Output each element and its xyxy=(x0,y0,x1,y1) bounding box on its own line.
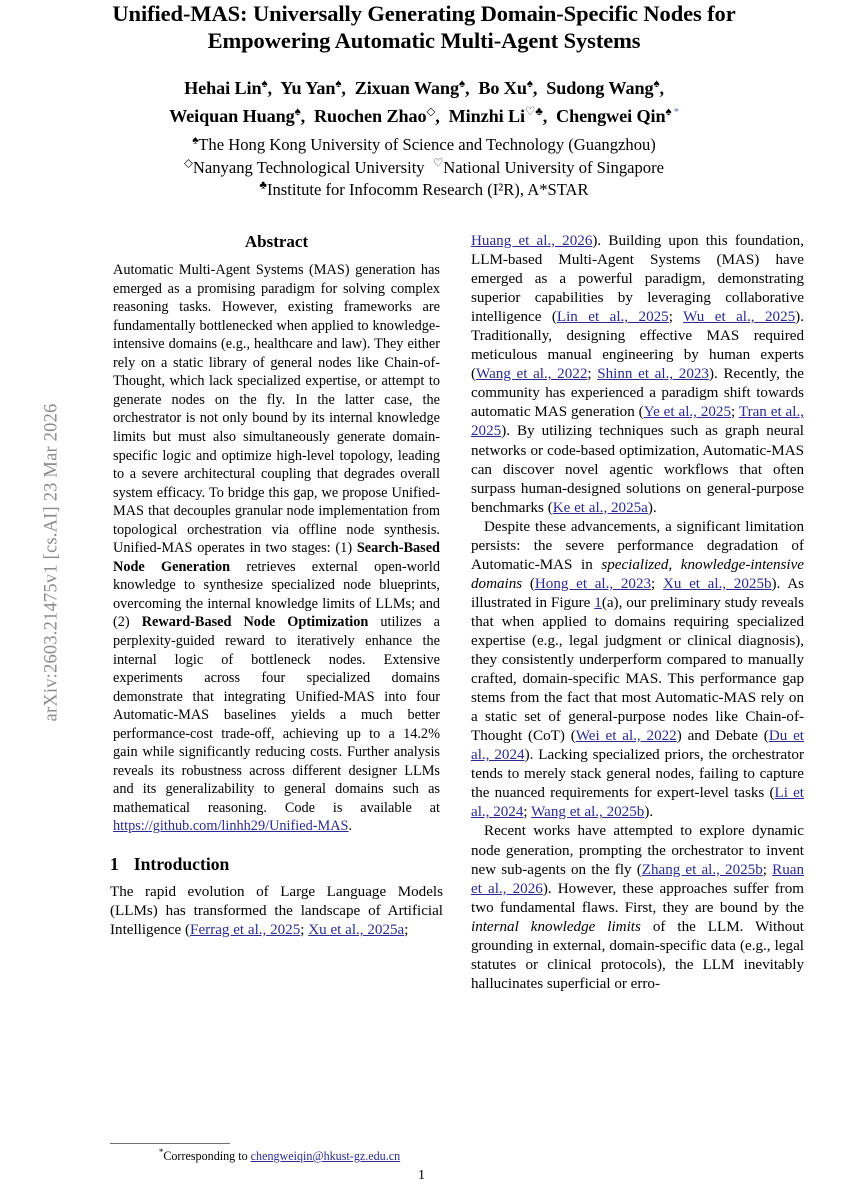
affiliation-name: National University of Singapore xyxy=(443,157,664,177)
abstract-text-4: . xyxy=(348,818,353,835)
intro-paragraph-2 xyxy=(471,518,804,823)
intro-p2-text-c: ; xyxy=(651,575,663,592)
citation-xu-2025b[interactable]: Xu et al., 2025b xyxy=(662,575,772,592)
page-title xyxy=(86,0,762,54)
footnote-text: Corresponding to xyxy=(163,1149,251,1163)
author xyxy=(314,106,435,126)
author xyxy=(169,106,301,126)
author-name: Chengwei Qin xyxy=(556,106,666,126)
author-affil-symbol: ♠ xyxy=(458,77,465,90)
affiliation-name: Institute for Infocomm Research (I²R), A*STAR xyxy=(266,180,589,199)
citation-wang-2022[interactable]: Wang et al., 2022 xyxy=(476,366,588,383)
intro-right-text-g: ). By utilizing techniques such as graph neural networks or code-based optimization, Automatic-MAS can discover novel agentic workflows that often surpass human-designed solutions on general-purpose benchmarks ( xyxy=(471,423,804,516)
intro-p2-text-a: Despite these advancements, a significant limitation persists: the severe performance degradation of Automatic-MAS in xyxy=(471,518,804,573)
intro-right-text-c: ). Traditionally, designing effective MAS required meticulous manual engineering by human experts ( xyxy=(471,309,804,383)
affiliation-symbol: ◇ xyxy=(184,156,193,169)
section-number: 1 xyxy=(110,854,119,874)
citation-ferrag-2025[interactable]: Ferrag et al., 2025 xyxy=(190,922,301,939)
intro-left-text-c: ; xyxy=(404,922,409,939)
section-heading-introduction xyxy=(110,855,443,874)
citation-li-2024[interactable]: Li et al., 2024 xyxy=(471,785,804,821)
title-line-2: Empowering Automatic Multi-Agent Systems xyxy=(207,28,641,53)
affiliation-symbol: ♠ xyxy=(192,134,199,147)
author-name: Bo Xu xyxy=(478,78,527,98)
intro-right-text-b: ; xyxy=(668,309,684,326)
author-affil-symbol: ♠ xyxy=(665,105,672,118)
author-name: Yu Yan xyxy=(280,78,336,98)
author-line-2: Weiquan Huang♠, Ruochen Zhao◇, Minzhi Li♡♣, Chengwei Qin♠ * xyxy=(169,105,679,126)
intro-right-text-f: ; xyxy=(731,404,739,421)
affiliation-symbol: ♣ xyxy=(259,179,267,192)
code-repository-link[interactable]: https://github.com/linhh29/Unified-MAS xyxy=(113,818,349,835)
intro-right-text-h: ). xyxy=(647,499,657,516)
citation-du-2024[interactable]: Du et al., 2024 xyxy=(471,728,805,764)
intro-left-text-b: ; xyxy=(300,922,309,939)
abstract-text-1: Automatic Multi-Agent Systems (MAS) generation has emerged as a promising paradigm for solving complex reasoning tasks. However, existing frameworks are fundamentally bottlenecked when applied to knowledge-intensive domains (e.g., healthcare and law). They either rely on a static library of general nodes like Chain-of-Thought, which lack specialized expertise, or attempt to generate nodes on the fly. In the latter case, the orchestrator is not only bound by its internal knowledge limits but must also simultaneously generate domain-specific logic and optimize high-level topology, leading to a severe architectural coupling that degrades overall system efficacy. To bridge this gap, we propose Unified-MAS that decouples granular node implementation from topological orchestration via offline node synthesis. Unified-MAS operates in two stages: (1) xyxy=(113,262,440,557)
intro-p2-text-e: (a), our preliminary study reveals that when applied to domains requiring specialized expertise (e.g., legal judgment or clinical diagnosis), they consistently underperform compared to manually crafted, domain-specific MAS. This performance gap stems from the fact that most Automatic-MAS rely on a static set of general-purpose nodes like Chain-of-Thought (CoT) ( xyxy=(471,594,804,745)
author xyxy=(355,78,465,98)
intro-p3-text-c: ). However, these approaches suffer from two fundamental flaws. First, they are bound by the xyxy=(471,880,804,916)
corresponding-email-link[interactable]: chengweiqin@hkust-gz.edu.cn xyxy=(250,1149,401,1163)
citation-lin-2025[interactable]: Lin et al., 2025 xyxy=(556,309,669,326)
intro-p2-text-g: ). Lacking specialized priors, the orchestrator tends to merely stack general nodes, failing to capture the nuanced requirements for expert-level tasks ( xyxy=(471,747,805,802)
citation-huang-2026[interactable]: Huang et al., 2026 xyxy=(471,233,593,249)
intro-p3-text-b: ; xyxy=(762,861,773,878)
abstract-heading: Abstract xyxy=(244,232,309,251)
citation-ye-2025[interactable]: Ye et al., 2025 xyxy=(643,404,732,421)
author-list xyxy=(86,74,762,130)
abstract-text-2: retrieves external open-world knowledge to synthesize specialized node blueprints, overcoming the internal knowledge limits of LLMs; and (2) xyxy=(113,558,440,631)
author-name: Weiquan Huang xyxy=(169,106,295,126)
author xyxy=(556,106,679,126)
author-name: Ruochen Zhao xyxy=(314,106,427,126)
affiliation-line-3 xyxy=(86,179,762,202)
footnote-marker: * xyxy=(158,1146,164,1157)
citation-tran-2025[interactable]: Tran et al., 2025 xyxy=(471,404,804,440)
page-number: 1 xyxy=(418,1168,425,1183)
author xyxy=(280,78,341,98)
intro-paragraph-1 xyxy=(471,232,804,518)
author xyxy=(478,78,533,98)
citation-ke-2025a[interactable]: Ke et al., 2025a xyxy=(552,499,648,516)
citation-wei-2022[interactable]: Wei et al., 2022 xyxy=(575,728,677,745)
footnote-zone xyxy=(110,1143,443,1164)
author xyxy=(184,78,267,98)
citation-wu-2025[interactable]: Wu et al., 2025 xyxy=(683,309,796,326)
author-name: Sudong Wang xyxy=(546,78,654,98)
affiliation-name: The Hong Kong University of Science and Technology (Guangzhou) xyxy=(198,135,656,154)
citation-hong-2023[interactable]: Hong et al., 2023 xyxy=(534,575,652,592)
citation-zhang-2025b[interactable]: Zhang et al., 2025b xyxy=(641,861,763,878)
abstract-bold-stage-1: Search-Based Node Generation xyxy=(113,540,440,575)
citation-shinn-2023[interactable]: Shinn et al., 2023 xyxy=(597,366,709,383)
section-title: Introduction xyxy=(133,854,230,874)
author-line-1: Hehai Lin♠, Yu Yan♠, Zixuan Wang♠, Bo Xu♠, Sudong Wang♠, xyxy=(184,77,664,98)
author-affil-symbol: ♡♣ xyxy=(525,105,543,118)
abstract-bold-stage-2: Reward-Based Node Optimization xyxy=(141,614,369,631)
affiliation-name: Nanyang Technological University xyxy=(192,157,425,177)
author-name: Hehai Lin xyxy=(184,78,262,98)
footnote xyxy=(110,1146,443,1164)
abstract-text-3: utilizes a perplexity-guided reward to iteratively enhance the internal logic of bottleneck nodes. Extensive experiments across four specialized domains demonstrate that integrating Unified-MAS into four Automatic-MAS baselines yields a much better performance-cost trade-off, achieving up to a 14.2% gain while significantly reducing costs. Further analysis reveals its robustness across different designer LLMs and its generalizability to general domains such as mathematical reasoning. Code is available at xyxy=(113,614,440,816)
author-affil-symbol: ♠ xyxy=(526,77,533,90)
emphasis-internal-knowledge-limits: internal knowledge limits xyxy=(471,918,641,935)
citation-ruan-2026[interactable]: Ruan et al., 2026 xyxy=(471,861,804,897)
intro-right-text-d: ; xyxy=(587,366,598,383)
author xyxy=(546,78,659,98)
author-affil-symbol: ♠ xyxy=(294,105,301,118)
title-line-1: Unified-MAS: Universally Generating Domain-Specific Nodes for xyxy=(112,1,736,26)
intro-right-text-a: ). Building upon this foundation, LLM-based Multi-Agent Systems (MAS) have emerged as a powerful paradigm, demonstrating superior capabilities by leveraging collaborative intelligence ( xyxy=(471,233,804,326)
intro-p2-text-h: ; xyxy=(523,804,532,821)
intro-p3-text-a: Recent works have attempted to explore dynamic node generation, prompting the orchestrator to invent new sub-agents on the fly ( xyxy=(471,823,804,878)
intro-paragraph-3 xyxy=(471,822,804,993)
intro-right-text-e: ). Recently, the community has experienced a paradigm shift towards automatic MAS generation ( xyxy=(471,366,804,421)
intro-p2-text-f: ) and Debate ( xyxy=(676,728,769,745)
affiliation-list xyxy=(86,134,762,202)
citation-wang-2025b[interactable]: Wang et al., 2025b xyxy=(531,804,645,821)
affiliation-line-1 xyxy=(86,134,762,157)
abstract-body xyxy=(110,261,443,836)
intro-left-text-a: The rapid evolution of Large Language Models (LLMs) has transformed the landscape of Artificial Intelligence ( xyxy=(110,884,443,939)
citation-xu-2025a[interactable]: Xu et al., 2025a xyxy=(308,922,405,939)
abstract-paragraph xyxy=(113,261,440,836)
emphasis-specialized-domains: specialized, knowledge-intensive domains xyxy=(471,556,804,592)
intro-p2-text-b: ( xyxy=(522,575,535,592)
figure-reference-1[interactable]: 1 xyxy=(594,594,602,611)
author-affil-symbol: ♠ xyxy=(335,77,342,90)
title-block xyxy=(86,0,762,202)
left-column xyxy=(110,232,443,940)
author-name: Minzhi Li xyxy=(448,106,526,126)
affiliation-line-2 xyxy=(86,157,762,180)
intro-p2-text-d: ). As illustrated in Figure xyxy=(471,575,804,611)
author-affil-symbol: ♠ xyxy=(261,77,268,90)
right-column xyxy=(471,232,804,994)
intro-p3-text-d: of the LLM. Without grounding in external, domain-specific data (e.g., legal statutes or clinical protocols), the LLM inevitably hallucinates superficial or erro- xyxy=(471,918,804,992)
intro-paragraph-left xyxy=(110,883,443,940)
arxiv-stamp: arXiv:2603.21475v1 [cs.AI] 23 Mar 2026 xyxy=(41,403,62,722)
author-name: Zixuan Wang xyxy=(354,78,459,98)
corresponding-author-marker: * xyxy=(673,105,679,118)
footnote-rule xyxy=(110,1143,230,1144)
author xyxy=(449,106,543,126)
author-affil-symbol: ♠ xyxy=(653,77,660,90)
intro-p2-text-i: ). xyxy=(644,804,654,821)
author-affil-symbol: ◇ xyxy=(426,105,436,118)
affiliation-symbol: ♡ xyxy=(432,156,444,169)
